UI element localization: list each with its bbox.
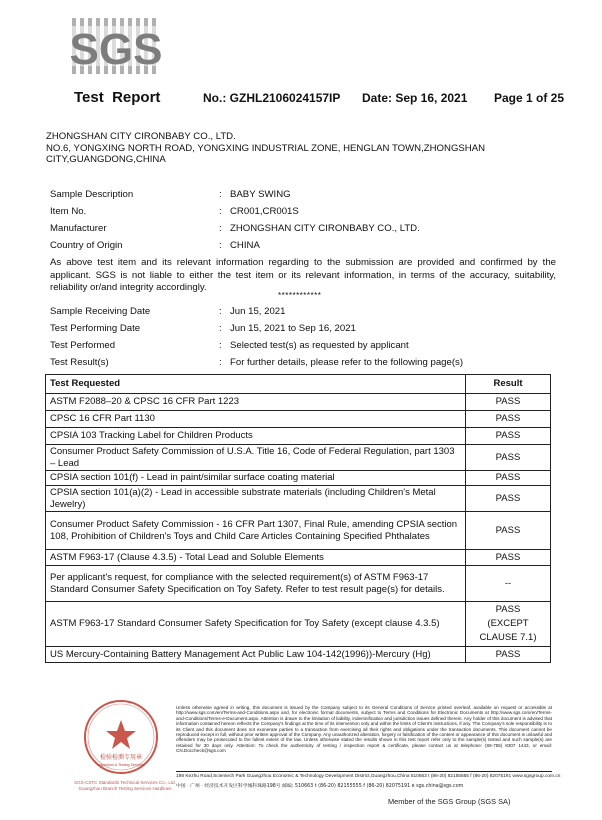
page-number: Page 1 of 25	[494, 91, 565, 105]
test-requested-header: Test Requested	[46, 375, 466, 394]
manufacturer-value: ZHONGSHAN CITY CIRONBABY CO., LTD.	[230, 223, 420, 234]
colon: :	[219, 340, 222, 351]
item-no-label: Item No.	[50, 206, 87, 217]
manufacturer-label: Manufacturer	[50, 223, 107, 234]
test-name: CPSC 16 CFR Part 1130	[46, 411, 466, 428]
table-row	[46, 602, 551, 647]
test-result: PASS	[466, 428, 551, 445]
test-name: Per applicant's request, for compliance with the selected requirement(s) of ASTM F963-17 Standard Consumer Safety Specification on Toy Safety. Refer to test result page(s) for details.	[46, 566, 466, 602]
results-table	[45, 374, 551, 663]
separator-stars: ************	[278, 291, 322, 300]
table-row	[46, 566, 551, 602]
report-date: Date: Sep 16, 2021	[362, 91, 468, 105]
table-row	[46, 428, 551, 445]
test-name: Consumer Product Safety Commission - 16 CFR Part 1307, Final Rule, amending CPSIA section 108, Prohibition of Children's Toys and Child Care Articles Containing Specified Phthalates	[46, 512, 466, 550]
test-name: CPSIA section 101(a)(2) - Lead in accessible substrate materials (including Children's Metal Jewelry)	[46, 486, 466, 512]
test-result: PASS	[466, 471, 551, 486]
sgs-logo	[70, 14, 162, 78]
seal-caption: SGS-CSTC Standards Technical Services Co., Ltd. Guangzhou Branch Testing Services Hardlines	[74, 780, 176, 791]
test-name: CPSIA 103 Tracking Label for Children Products	[46, 428, 466, 445]
test-result: PASS	[466, 647, 551, 663]
test-result: PASS	[466, 411, 551, 428]
country-of-origin-label: Country of Origin	[50, 240, 123, 251]
test-name: CPSIA section 101(f) - Lead in paint/similar surface coating material	[46, 471, 466, 486]
performing-date-label: Test Performing Date	[50, 323, 141, 334]
sample-description-label: Sample Description	[50, 189, 134, 200]
test-results-label: Test Result(s)	[50, 357, 109, 368]
test-result: PASS	[466, 394, 551, 411]
table-row	[46, 411, 551, 428]
receiving-date-label: Sample Receiving Date	[50, 306, 151, 317]
test-result: PASS	[466, 445, 551, 471]
applicant-address-line1: NO.6, YONGXING NORTH ROAD, YONGXING INDUSTRIAL ZONE, HENGLAN TOWN,ZHONGSHAN	[46, 143, 486, 154]
test-result: PASS (EXCEPT CLAUSE 7.1)	[466, 602, 551, 647]
seal-text: 检验检测专用章	[99, 754, 143, 761]
test-performed-value: Selected test(s) as requested by applicant	[230, 340, 409, 351]
table-row	[46, 512, 551, 550]
company-seal-stamp	[82, 698, 160, 776]
footer-divider	[176, 771, 552, 772]
item-no-value: CR001,CR001S	[230, 206, 299, 217]
address-chinese: 中国 · 广州 · 经济技术开发区科学城科珠路198号 邮编: 510663 t (86-20) 82155555 f (86-20) 82075191 e sgs.china@sgs.com	[176, 784, 464, 789]
table-row	[46, 486, 551, 512]
table-row	[46, 394, 551, 411]
test-result: PASS	[466, 486, 551, 512]
colon: :	[219, 206, 222, 217]
table-row	[46, 647, 551, 663]
applicant-name: ZHONGSHAN CITY CIRONBABY CO., LTD.	[46, 131, 236, 142]
test-result: --	[466, 566, 551, 602]
colon: :	[219, 306, 222, 317]
disclaimer-paragraph: As above test item and its relevant information regarding to the submission are provided and confirmed by the applicant. SGS is not liable to either the test item or its relevant information, in terms of the accuracy, suitability, reliability or/and integrity accordingly.	[50, 257, 556, 293]
receiving-date-value: Jun 15, 2021	[230, 306, 286, 317]
test-name: ASTM F963-17 Standard Consumer Safety Specification for Toy Safety (except clause 4.3.5)	[46, 602, 466, 647]
sample-description-value: BABY SWING	[230, 189, 291, 200]
table-row	[46, 550, 551, 566]
colon: :	[219, 223, 222, 234]
test-results-value: For further details, please refer to the following page(s)	[230, 357, 464, 368]
address-english: 198 Kezhu Road,Scientech Park Guangzhou Economic & Technology Development District,Guangzhou,China 510663 t (86-20) 82155555 f (86-20) 82075191 www.sgsgroup.com.cn	[176, 774, 561, 779]
table-row	[46, 445, 551, 471]
test-name: ASTM F963-17 (Clause 4.3.5) - Total Lead and Soluble Elements	[46, 550, 466, 566]
test-result: PASS	[466, 512, 551, 550]
colon: :	[219, 323, 222, 334]
seal-sub: Inspection & Testing Services	[97, 763, 145, 767]
colon: :	[219, 357, 222, 368]
table-row	[46, 471, 551, 486]
test-name: ASTM F2088–20 & CPSC 16 CFR Part 1223	[46, 394, 466, 411]
applicant-address-line2: CITY,GUANGDONG,CHINA	[46, 154, 166, 165]
logo-text: SGS	[70, 25, 162, 74]
test-result: PASS	[466, 550, 551, 566]
performing-date-value: Jun 15, 2021 to Sep 16, 2021	[230, 323, 356, 334]
sgs-group-member: Member of the SGS Group (SGS SA)	[388, 797, 511, 806]
test-performed-label: Test Performed	[50, 340, 116, 351]
country-of-origin-value: CHINA	[230, 240, 260, 251]
result-header: Result	[466, 375, 551, 394]
report-number: No.: GZHL2106024157IP	[203, 91, 341, 105]
terms-fine-print: Unless otherwise agreed in writing, this document is issued by the Company subject to its General Conditions of Service printed overleaf, available on request or accessible at http://www.sgs.com/en/Terms-and-Conditions.aspx and, for electronic format documents, subject to Terms and Conditions for Electronic Documents at http://www.sgs.com/en/Terms-and-Conditions/Terms-e-Document.aspx. Attention is drawn to the limitation of liability, indemnification and jurisdiction issues defined therein. Any holder of this document is advised that information contained hereon reflects the Company's findings at the time of its intervention only and within the limits of Client's instructions, if any. The Company's sole responsibility is to its Client and this document does not exonerate parties to a transaction from exercising all their rights and obligations under the transaction documents. This document cannot be reproduced except in full, without prior written approval of the Company. Any unauthorized alteration, forgery or falsification of the content or appearance of this document is unlawful and offenders may be prosecuted to the fullest extent of the law. Unless otherwise stated the results shown in this test report refer only to the sample(s) tested and such sample(s) are retained for 30 days only. Attention: To check the authenticity of testing / inspection report & certificate, please contact us at telephone: (86-755) 8307 1443, or email: CN.Doccheck@sgs.com	[176, 705, 552, 754]
test-name: Consumer Product Safety Commission of U.S.A. Title 16, Code of Federal Regulation, part 1303 – Lead	[46, 445, 466, 471]
test-name: US Mercury-Containing Battery Management Act Public Law 104-142(1996))-Mercury (Hg)	[46, 647, 466, 663]
report-title: Test Report	[74, 89, 161, 106]
colon: :	[219, 240, 222, 251]
table-header-row	[46, 375, 551, 394]
colon: :	[219, 189, 222, 200]
